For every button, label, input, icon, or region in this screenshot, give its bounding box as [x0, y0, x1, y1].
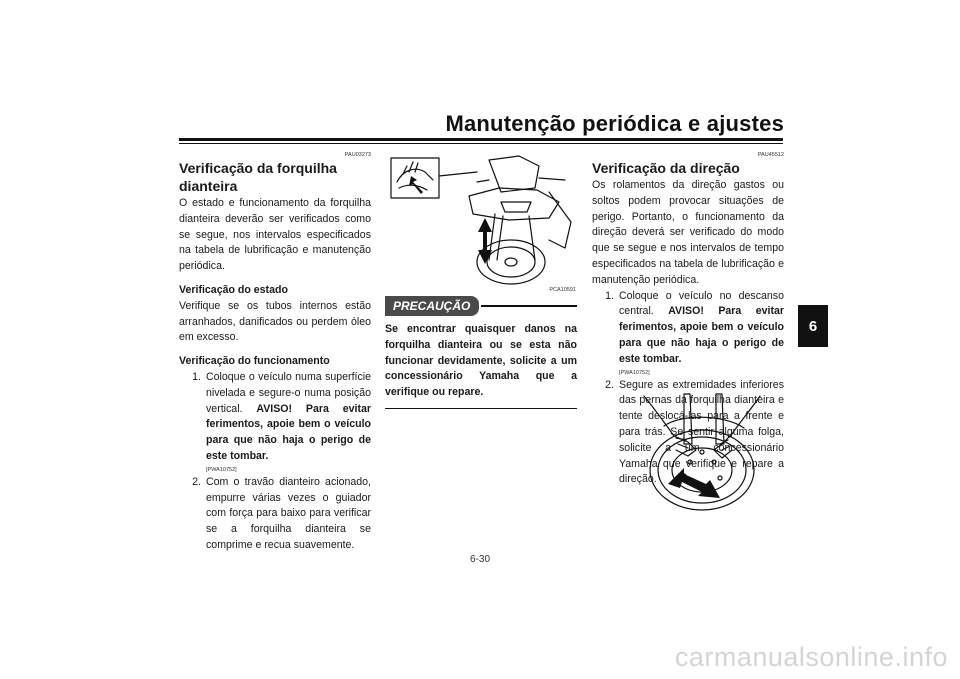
operation-subheading: Verificação do funcionamento [179, 355, 330, 368]
step-number: 2. [192, 475, 201, 488]
left-column [179, 151, 371, 554]
caution-label: PRECAUÇÃO [385, 296, 479, 316]
header-rule-thin [179, 143, 783, 144]
section-code: PAU45512 [757, 152, 784, 158]
step-text: Segure as extremidades inferiores das pernas da forquilha dianteira e tente deslocá-las para a frente e para trás. Se sentir alguma folga, solicite a um concessionário Yamaha que verifique e repare a direção. [619, 378, 784, 486]
fork-intro-text: O estado e funcionamento da forquilha dianteira deverão ser verificados como se segue, nos intervalos especificados na tabela de lubrificação e manutenção periódica. [179, 197, 371, 273]
condition-subheading: Verificação do estado [179, 283, 288, 296]
fork-step-1 [179, 370, 371, 465]
steering-step-1 [592, 289, 784, 368]
fork-step-2 [179, 475, 371, 554]
watermark: carmanualsonline.info [674, 642, 948, 672]
warning-code: [PWA10752] [206, 466, 237, 473]
chapter-tab: 6 [798, 305, 828, 347]
page-number: 6-30 [469, 554, 490, 565]
step-text: Com o travão dianteiro acionado, empurre várias vezes o guiador com força para baixo para verificar se a forquilha dianteira se comprime e recua suavemente. [206, 475, 371, 551]
step-warning: AVISO! Para evitar ferimentos, apoie bem o veículo para que não haja o perigo de este tombar. [206, 402, 371, 462]
step-number: 1. [605, 289, 614, 302]
step-number: 2. [605, 378, 614, 391]
step-warning: AVISO! Para evitar ferimentos, apoie bem o veículo para que não haja o perigo de este tombar. [619, 305, 784, 365]
steering-intro-text: Os rolamentos da direção gastos ou soltos podem provocar situações de perigo. Portanto, o funcionamento da direção deverá ser verificado do modo que se segue e nos intervalos de tempo especificados na tabela de lubrificação e manutenção periódica. [592, 179, 784, 286]
figure-code-fork: PCA10591 [549, 287, 576, 293]
section-heading-fork: Verificação da forquilha dianteira [179, 160, 337, 194]
step-text: Coloque o veículo numa superfície nivelada e segure-o numa posição vertical. [206, 370, 371, 415]
steering-check-illustration [640, 392, 776, 512]
caution-section [385, 296, 577, 409]
front-fork-compression-illustration [389, 152, 575, 286]
page-header-title: Manutenção periódica e ajustes [445, 111, 784, 136]
warning-code: [PWA10752] [619, 369, 650, 376]
section-code: PAU03273 [344, 152, 371, 158]
caution-header [385, 296, 577, 316]
condition-text: Verifique se os tubos internos estão arranhados, danificados ou perdem óleo em excesso. [179, 299, 371, 344]
caution-rule [481, 305, 577, 307]
step-text: Coloque o veículo no descanso central. [619, 289, 784, 318]
caution-text: Se encontrar quaisquer danos na forquilha dianteira ou se esta não funcionar devidamente, solicite a um concessionário Yamaha que a verifique ou repare. [385, 322, 577, 409]
section-heading-steering: Verificação da direção [592, 160, 740, 176]
step-number: 1. [192, 370, 201, 383]
header-rule-thick [179, 138, 783, 141]
